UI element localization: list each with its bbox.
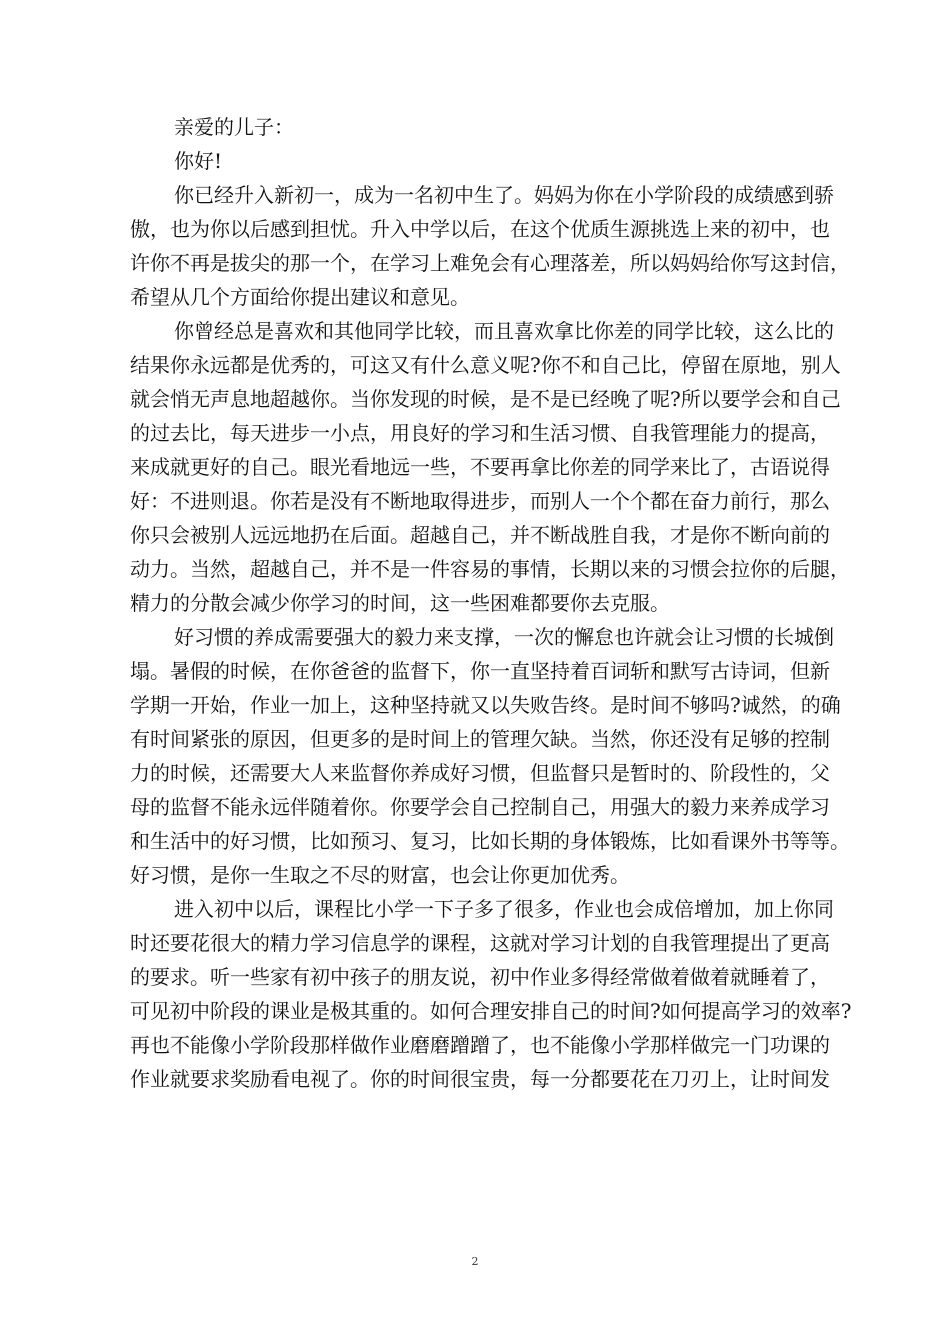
paragraph-line: 可见初中阶段的课业是极其重的。如何合理安排自己的时间?如何提高学习的效率? xyxy=(130,999,852,1023)
paragraph-line: 结果你永远都是优秀的，可这又有什么意义呢?你不和自己比，停留在原地，别人 xyxy=(130,353,841,377)
letter-body xyxy=(130,110,852,1096)
paragraph-line: 你曾经总是喜欢和其他同学比较，而且喜欢拿比你差的同学比较，这么比的 xyxy=(174,319,834,343)
paragraph-line: 希望从几个方面给你提出建议和意见。 xyxy=(130,285,470,309)
paragraph-1 xyxy=(130,178,850,314)
paragraph-line: 学期一开始，作业一加上，这种坚持就又以失败告终。是时间不够吗?诚然，的确 xyxy=(130,693,841,717)
paragraph-line: 再也不能像小学阶段那样做作业磨磨蹭蹭了，也不能像小学那样做完一门功课的 xyxy=(130,1033,830,1057)
paragraph-line: 的要求。听一些家有初中孩子的朋友说，初中作业多得经常做着做着就睡着了， xyxy=(130,965,830,989)
paragraph-line: 来成就更好的自己。眼光看地远一些，不要再拿比你差的同学来比了，古语说得 xyxy=(130,455,830,479)
page-number: 2 xyxy=(471,1255,479,1268)
paragraph-line: 许你不再是拔尖的那一个，在学习上难免会有心理落差，所以妈妈给你写这封信， xyxy=(130,251,850,275)
paragraph-line: 塌。暑假的时候，在你爸爸的监督下，你一直坚持着百词斩和默写古诗词，但新 xyxy=(130,659,830,683)
paragraph-line: 你已经升入新初一，成为一名初中生了。妈妈为你在小学阶段的成绩感到骄 xyxy=(174,183,834,207)
paragraph-line: 的过去比，每天进步一小点，用良好的学习和生活习惯、自我管理能力的提高， xyxy=(130,421,830,445)
paragraph-4 xyxy=(130,892,852,1096)
paragraph-line: 好：不进则退。你若是没有不断地取得进步，而别人一个个都在奋力前行，那么 xyxy=(130,489,830,513)
paragraph-line: 好习惯，是你一生取之不尽的财富，也会让你更加优秀。 xyxy=(130,863,630,887)
paragraph-line: 有时间紧张的原因，但更多的是时间上的管理欠缺。当然，你还没有足够的控制 xyxy=(130,727,830,751)
paragraph-line: 动力。当然，超越自己，并不是一件容易的事情，长期以来的习惯会拉你的后腿， xyxy=(130,557,850,581)
paragraph-line: 就会悄无声息地超越你。当你发现的时候，是不是已经晚了呢?所以要学会和自己 xyxy=(130,387,841,411)
paragraph-line: 母的监督不能永远伴随着你。你要学会自己控制自己，用强大的毅力来养成学习 xyxy=(130,795,830,819)
greeting: 你好! xyxy=(174,149,223,173)
paragraph-line: 傲，也为你以后感到担忧。升入中学以后，在这个优质生源挑选上来的初中，也 xyxy=(130,217,830,241)
paragraph-line: 好习惯的养成需要强大的毅力来支撑，一次的懈怠也许就会让习惯的长城倒 xyxy=(174,625,834,649)
paragraph-line: 你只会被别人远远地扔在后面。超越自己，并不断战胜自我，才是你不断向前的 xyxy=(130,523,830,547)
paragraph-line: 和生活中的好习惯，比如预习、复习，比如长期的身体锻炼，比如看课外书等等。 xyxy=(130,829,850,853)
paragraph-3 xyxy=(130,620,850,892)
paragraph-line: 进入初中以后，课程比小学一下子多了很多，作业也会成倍增加，加上你同 xyxy=(174,897,834,921)
paragraph-line: 时还要花很大的精力学习信息学的课程，这就对学习计划的自我管理提出了更高 xyxy=(130,931,830,955)
paragraph-line: 精力的分散会减少你学习的时间，这一些困难都要你去克服。 xyxy=(130,591,670,615)
paragraph-2 xyxy=(130,314,850,620)
paragraph-line: 作业就要求奖励看电视了。你的时间很宝贵，每一分都要花在刀刃上，让时间发 xyxy=(130,1067,830,1091)
paragraph-line: 力的时候，还需要大人来监督你养成好习惯，但监督只是暂时的、阶段性的，父 xyxy=(130,761,830,785)
salutation: 亲爱的儿子： xyxy=(174,115,294,139)
